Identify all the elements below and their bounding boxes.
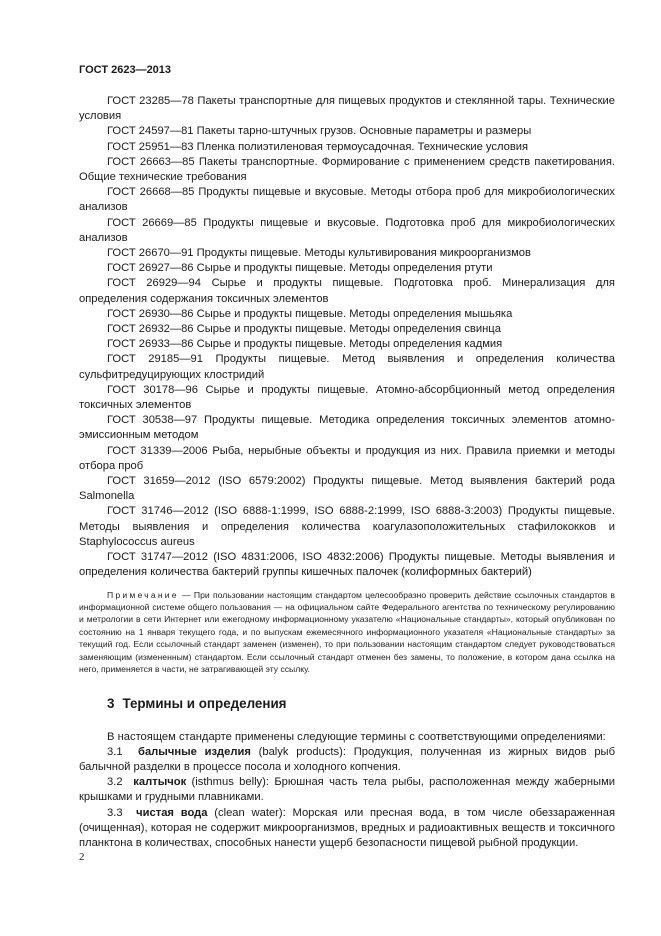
reference-item: ГОСТ 26933—86 Сырье и продукты пищевые. Методы определения кадмия [107, 338, 503, 351]
section-title: Термины и определения [122, 696, 287, 712]
reference-item: ГОСТ 26927—86 Сырье и продукты пищевые. Методы определения ртути [107, 262, 493, 275]
section-number: 3 [107, 696, 115, 712]
reference-item: ГОСТ 26663—85 Пакеты транспортные. Формирование с применением средств пакетирования. Общие технические требования [79, 155, 615, 184]
term-text: (isthmus belly): Брюшная часть тела рыбы, расположенная между жаберными крышками и грудными плавниками. [79, 776, 616, 804]
term-name: чистая вода [136, 806, 208, 819]
note-lead: Примечание [107, 589, 179, 600]
reference-item: ГОСТ 29185—91 Продукты пищевые. Метод выявления и определения количества сульфитредуцирующих клостридий [79, 353, 615, 381]
reference-item: ГОСТ 31339—2006 Рыба, нерыбные объекты и продукция из них. Правила приемки и методы отбора проб [79, 444, 615, 472]
term-name: балычные изделия [138, 745, 251, 758]
reference-item: ГОСТ 26930—86 Сырье и продукты пищевые. Методы определения мышьяка [107, 307, 513, 320]
term-text: (clean water): Морская или пресная вода, в том числе обеззараженная (очищенная), которая не содержит микроорганизмов, вредных и радиоактивных веществ и токсичного планктона в количествах, способных нанести ущерб безопасности пищевой рыбной продукции. [79, 806, 616, 849]
page-number: 2 [79, 851, 85, 863]
reference-item: ГОСТ 31746—2012 (ISO 6888-1:1999, ISO 6888-2:1999, ISO 6888-3:2003) Продукты пищевые. Методы выявления и определения количества коагулазоположительных стафилококков и Staphylococcus aureus [79, 505, 615, 548]
reference-item: ГОСТ 26929—94 Сырье и продукты пищевые. Подготовка проб. Минерализация для определения содержания токсичных элементов [79, 277, 615, 305]
terms-intro: В настоящем стандарте применены следующие термины с соответствующими определениями: [107, 730, 606, 743]
term-definition [79, 745, 615, 775]
reference-item: ГОСТ 26670—91 Продукты пищевые. Методы культивирования микроорганизмов [107, 247, 531, 260]
reference-item: ГОСТ 26669—85 Продукты пищевые и вкусовые. Подготовка проб для микробиологических анализов [79, 216, 615, 244]
references-list [79, 94, 615, 581]
note-text: — При пользовании настоящим стандартом целесообразно проверить действие ссылочных стандартов в информационной системе общего пользования — на официальном сайте Федерального агентства по техническому регулированию и метрологии в сети Интернет или ежегодному информационному указателю «Национальные стандарты», который опубликован по состоянию на 1 января текущего года, и по выпускам ежемесячного информационного указателя «Национальные стандарты» за текущий год. Если ссылочный стандарт заменен (изменен), то при пользовании настоящим стандартом следует руководствоваться заменяющим (измененным) стандартом. Если ссылочный стандарт отменен без замены, то положение, в котором дана ссылка на него, применяется в части, не затрагивающей эту ссылку. [79, 589, 615, 674]
reference-item: ГОСТ 24597—81 Пакеты тарно-штучных грузов. Основные параметры и размеры [107, 125, 532, 138]
term-number: 3.3 [107, 806, 123, 819]
reference-item: ГОСТ 31659—2012 (ISO 6579:2002) Продукты пищевые. Метод выявления бактерий рода Salmonella [79, 475, 615, 503]
term-definition [79, 806, 615, 852]
term-number: 3.1 [107, 745, 123, 758]
reference-item: ГОСТ 25951—83 Пленка полиэтиленовая термоусадочная. Технические условия [107, 140, 529, 153]
reference-item: ГОСТ 30178—96 Сырье и продукты пищевые. Атомно-абсорбционный метод определения токсичных элементов [79, 383, 615, 412]
reference-item: ГОСТ 23285—78 Пакеты транспортные для пищевых продуктов и стеклянной тары. Технические условия [79, 95, 615, 123]
document-body [79, 94, 615, 851]
note-paragraph [79, 589, 615, 676]
section-heading [79, 696, 615, 711]
reference-item: ГОСТ 30538—97 Продукты пищевые. Методика определения токсичных элементов атомно-эмиссионным методом [79, 414, 615, 442]
term-name: калтычок [133, 776, 187, 789]
term-definition [79, 775, 615, 805]
reference-item: ГОСТ 26668—85 Продукты пищевые и вкусовые. Методы отбора проб для микробиологических анализов [79, 186, 615, 214]
reference-item: ГОСТ 31747—2012 (ISO 4831:2006, ISO 4832:2006) Продукты пищевые. Методы выявления и определения количества бактерий группы кишечных палочек (колиформных бактерий) [79, 551, 615, 579]
document-header: ГОСТ 2623—2013 [79, 64, 172, 76]
term-text: (balyk products): Продукция, полученная из жирных видов рыб балычной разделки в процессе посола и холодного копчения. [79, 745, 616, 773]
reference-item: ГОСТ 26932—86 Сырье и продукты пищевые. Методы определения свинца [107, 323, 501, 336]
term-number: 3.2 [107, 776, 123, 789]
